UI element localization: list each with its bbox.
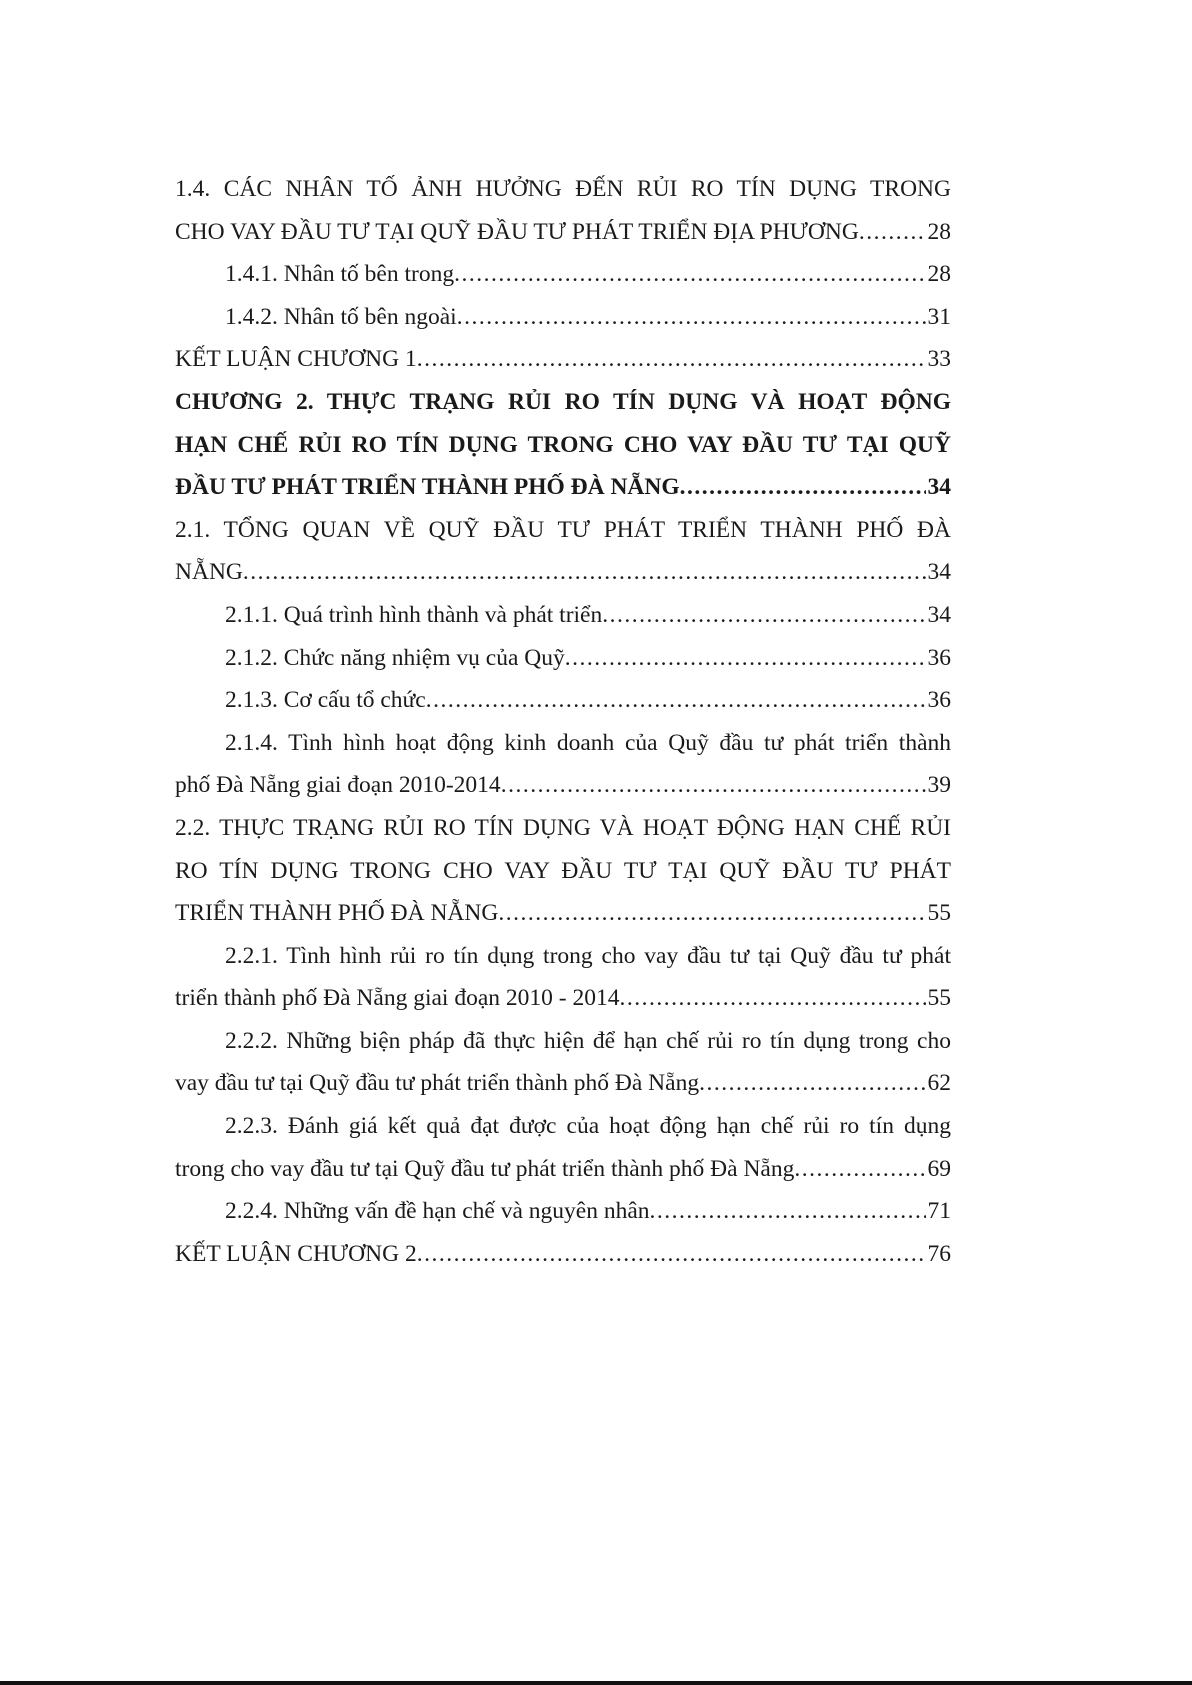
toc-page-number: 28 — [927, 261, 951, 288]
toc-entry-title: triển thành phố Đà Nẵng giai đoạn 2010 - 2014 — [175, 985, 620, 1012]
toc-page-number: 55 — [927, 985, 951, 1012]
toc-entry-title: 2.1.2. Chức năng nhiệm vụ của Quỹ — [225, 644, 565, 671]
dot-leader — [602, 594, 925, 637]
toc-entry-title: TRIỂN THÀNH PHỐ ĐÀ NẴNG — [175, 900, 499, 927]
toc-entry-2-2[interactable] — [175, 807, 951, 935]
toc-entry-line: 2.1.4. Tình hình hoạt động kinh doanh của Quỹ đầu tư phát triển thành — [225, 729, 951, 756]
toc-entry-2-1-2[interactable] — [175, 637, 951, 680]
toc-entry-title: phố Đà Nẵng giai đoạn 2010-2014 — [175, 772, 501, 799]
toc-entry-title: 1.4.2. Nhân tố bên ngoài — [225, 303, 457, 330]
dot-leader — [457, 296, 926, 339]
toc-page-number: 69 — [927, 1155, 951, 1182]
toc-entry-line: 2.1. TỔNG QUAN VỀ QUỸ ĐẦU TƯ PHÁT TRIỂN THÀNH PHỐ ĐÀ — [175, 516, 951, 543]
toc-page-number: 33 — [927, 346, 951, 373]
dot-leader — [619, 977, 925, 1020]
toc-entry-line: 2.2.2. Những biện pháp đã thực hiện để hạn chế rủi ro tín dụng trong cho — [225, 1027, 951, 1054]
toc-entry-line: 2.2. THỰC TRẠNG RỦI RO TÍN DỤNG VÀ HOẠT ĐỘNG HẠN CHẾ RỦI — [175, 814, 951, 841]
toc-entry-title: 2.2.4. Những vấn đề hạn chế và nguyên nhân — [225, 1198, 650, 1225]
toc-entry-line: 2.2.3. Đánh giá kết quả đạt được của hoạt động hạn chế rủi ro tín dụng — [225, 1113, 951, 1140]
dot-leader — [501, 764, 926, 807]
toc-entry-title: NẴNG — [175, 559, 243, 586]
dot-leader — [426, 679, 926, 722]
dot-leader — [498, 892, 925, 935]
toc-page-number: 36 — [927, 644, 951, 671]
toc-entry-title: CHO VAY ĐẦU TƯ TẠI QUỸ ĐẦU TƯ PHÁT TRIỂN ĐỊA PHƯƠNG — [175, 218, 859, 245]
dot-leader — [565, 637, 926, 680]
toc-entry-title: vay đầu tư tại Quỹ đầu tư phát triển thành phố Đà Nẵng — [175, 1070, 700, 1097]
toc-entry-2-2-1[interactable] — [175, 935, 951, 1020]
dot-leader — [417, 1233, 926, 1276]
toc-page-number: 28 — [927, 218, 951, 245]
toc-page-number: 31 — [927, 303, 951, 330]
toc-entry-2-1[interactable] — [175, 509, 951, 594]
toc-entry-2-2-3[interactable] — [175, 1105, 951, 1190]
toc-entry-2-1-4[interactable] — [175, 722, 951, 807]
toc-entry-2-2-2[interactable] — [175, 1020, 951, 1105]
dot-leader — [859, 211, 926, 254]
toc-entry-1-4-2[interactable] — [175, 296, 951, 339]
toc-entry-title: ĐẦU TƯ PHÁT TRIỂN THÀNH PHỐ ĐÀ NẴNG — [175, 474, 680, 501]
toc-page-number: 71 — [927, 1198, 951, 1225]
toc-entry-title: 2.1.1. Quá trình hình thành và phát triển — [225, 601, 603, 628]
toc-page-number: 36 — [927, 687, 951, 714]
toc-entry-title: KẾT LUẬN CHƯƠNG 2 — [175, 1240, 417, 1267]
dot-leader — [243, 551, 926, 594]
toc-page-number: 34 — [927, 559, 951, 586]
toc-entry-title: trong cho vay đầu tư tại Quỹ đầu tư phát triển thành phố Đà Nẵng — [175, 1155, 795, 1182]
toc-entry-title: KẾT LUẬN CHƯƠNG 1 — [175, 346, 417, 373]
toc-entry-line: 1.4. CÁC NHÂN TỐ ẢNH HƯỞNG ĐẾN RỦI RO TÍN DỤNG TRONG — [175, 176, 951, 202]
dot-leader — [680, 466, 926, 509]
dot-leader — [699, 1062, 925, 1105]
toc-entry-2-1-1[interactable] — [175, 594, 951, 637]
dot-leader — [454, 253, 925, 296]
page-bottom-edge — [0, 1681, 1192, 1685]
toc-entry-ket-luan-1[interactable] — [175, 338, 951, 381]
toc-entry-line: RO TÍN DỤNG TRONG CHO VAY ĐẦU TƯ TẠI QUỸ ĐẦU TƯ PHÁT — [175, 857, 951, 884]
toc-page-number: 39 — [927, 772, 951, 799]
toc-entry-title: 1.4.1. Nhân tố bên trong — [225, 261, 455, 288]
toc-page-number: 62 — [927, 1070, 951, 1097]
toc-page-number: 55 — [927, 900, 951, 927]
toc-entry-1-4[interactable] — [175, 168, 951, 253]
toc-page-number: 34 — [927, 601, 951, 628]
toc-entry-line: 2.2.1. Tình hình rủi ro tín dụng trong cho vay đầu tư tại Quỹ đầu tư phát — [225, 942, 951, 969]
dot-leader — [417, 338, 926, 381]
toc-entry-ket-luan-2[interactable] — [175, 1233, 951, 1276]
toc-entry-title: 2.1.3. Cơ cấu tổ chức — [225, 687, 426, 714]
toc-entry-line: HẠN CHẾ RỦI RO TÍN DỤNG TRONG CHO VAY ĐẦU TƯ TẠI QUỸ — [175, 431, 951, 458]
toc-page-number: 34 — [927, 474, 951, 501]
dot-leader — [794, 1148, 925, 1191]
dot-leader — [650, 1190, 926, 1233]
table-of-contents — [175, 168, 951, 1275]
toc-entry-2-1-3[interactable] — [175, 679, 951, 722]
toc-page-number: 76 — [927, 1240, 951, 1267]
toc-entry-1-4-1[interactable] — [175, 253, 951, 296]
toc-entry-chuong-2[interactable] — [175, 381, 951, 509]
toc-entry-line: CHƯƠNG 2. THỰC TRẠNG RỦI RO TÍN DỤNG VÀ HOẠT ĐỘNG — [175, 388, 951, 415]
toc-entry-2-2-4[interactable] — [175, 1190, 951, 1233]
